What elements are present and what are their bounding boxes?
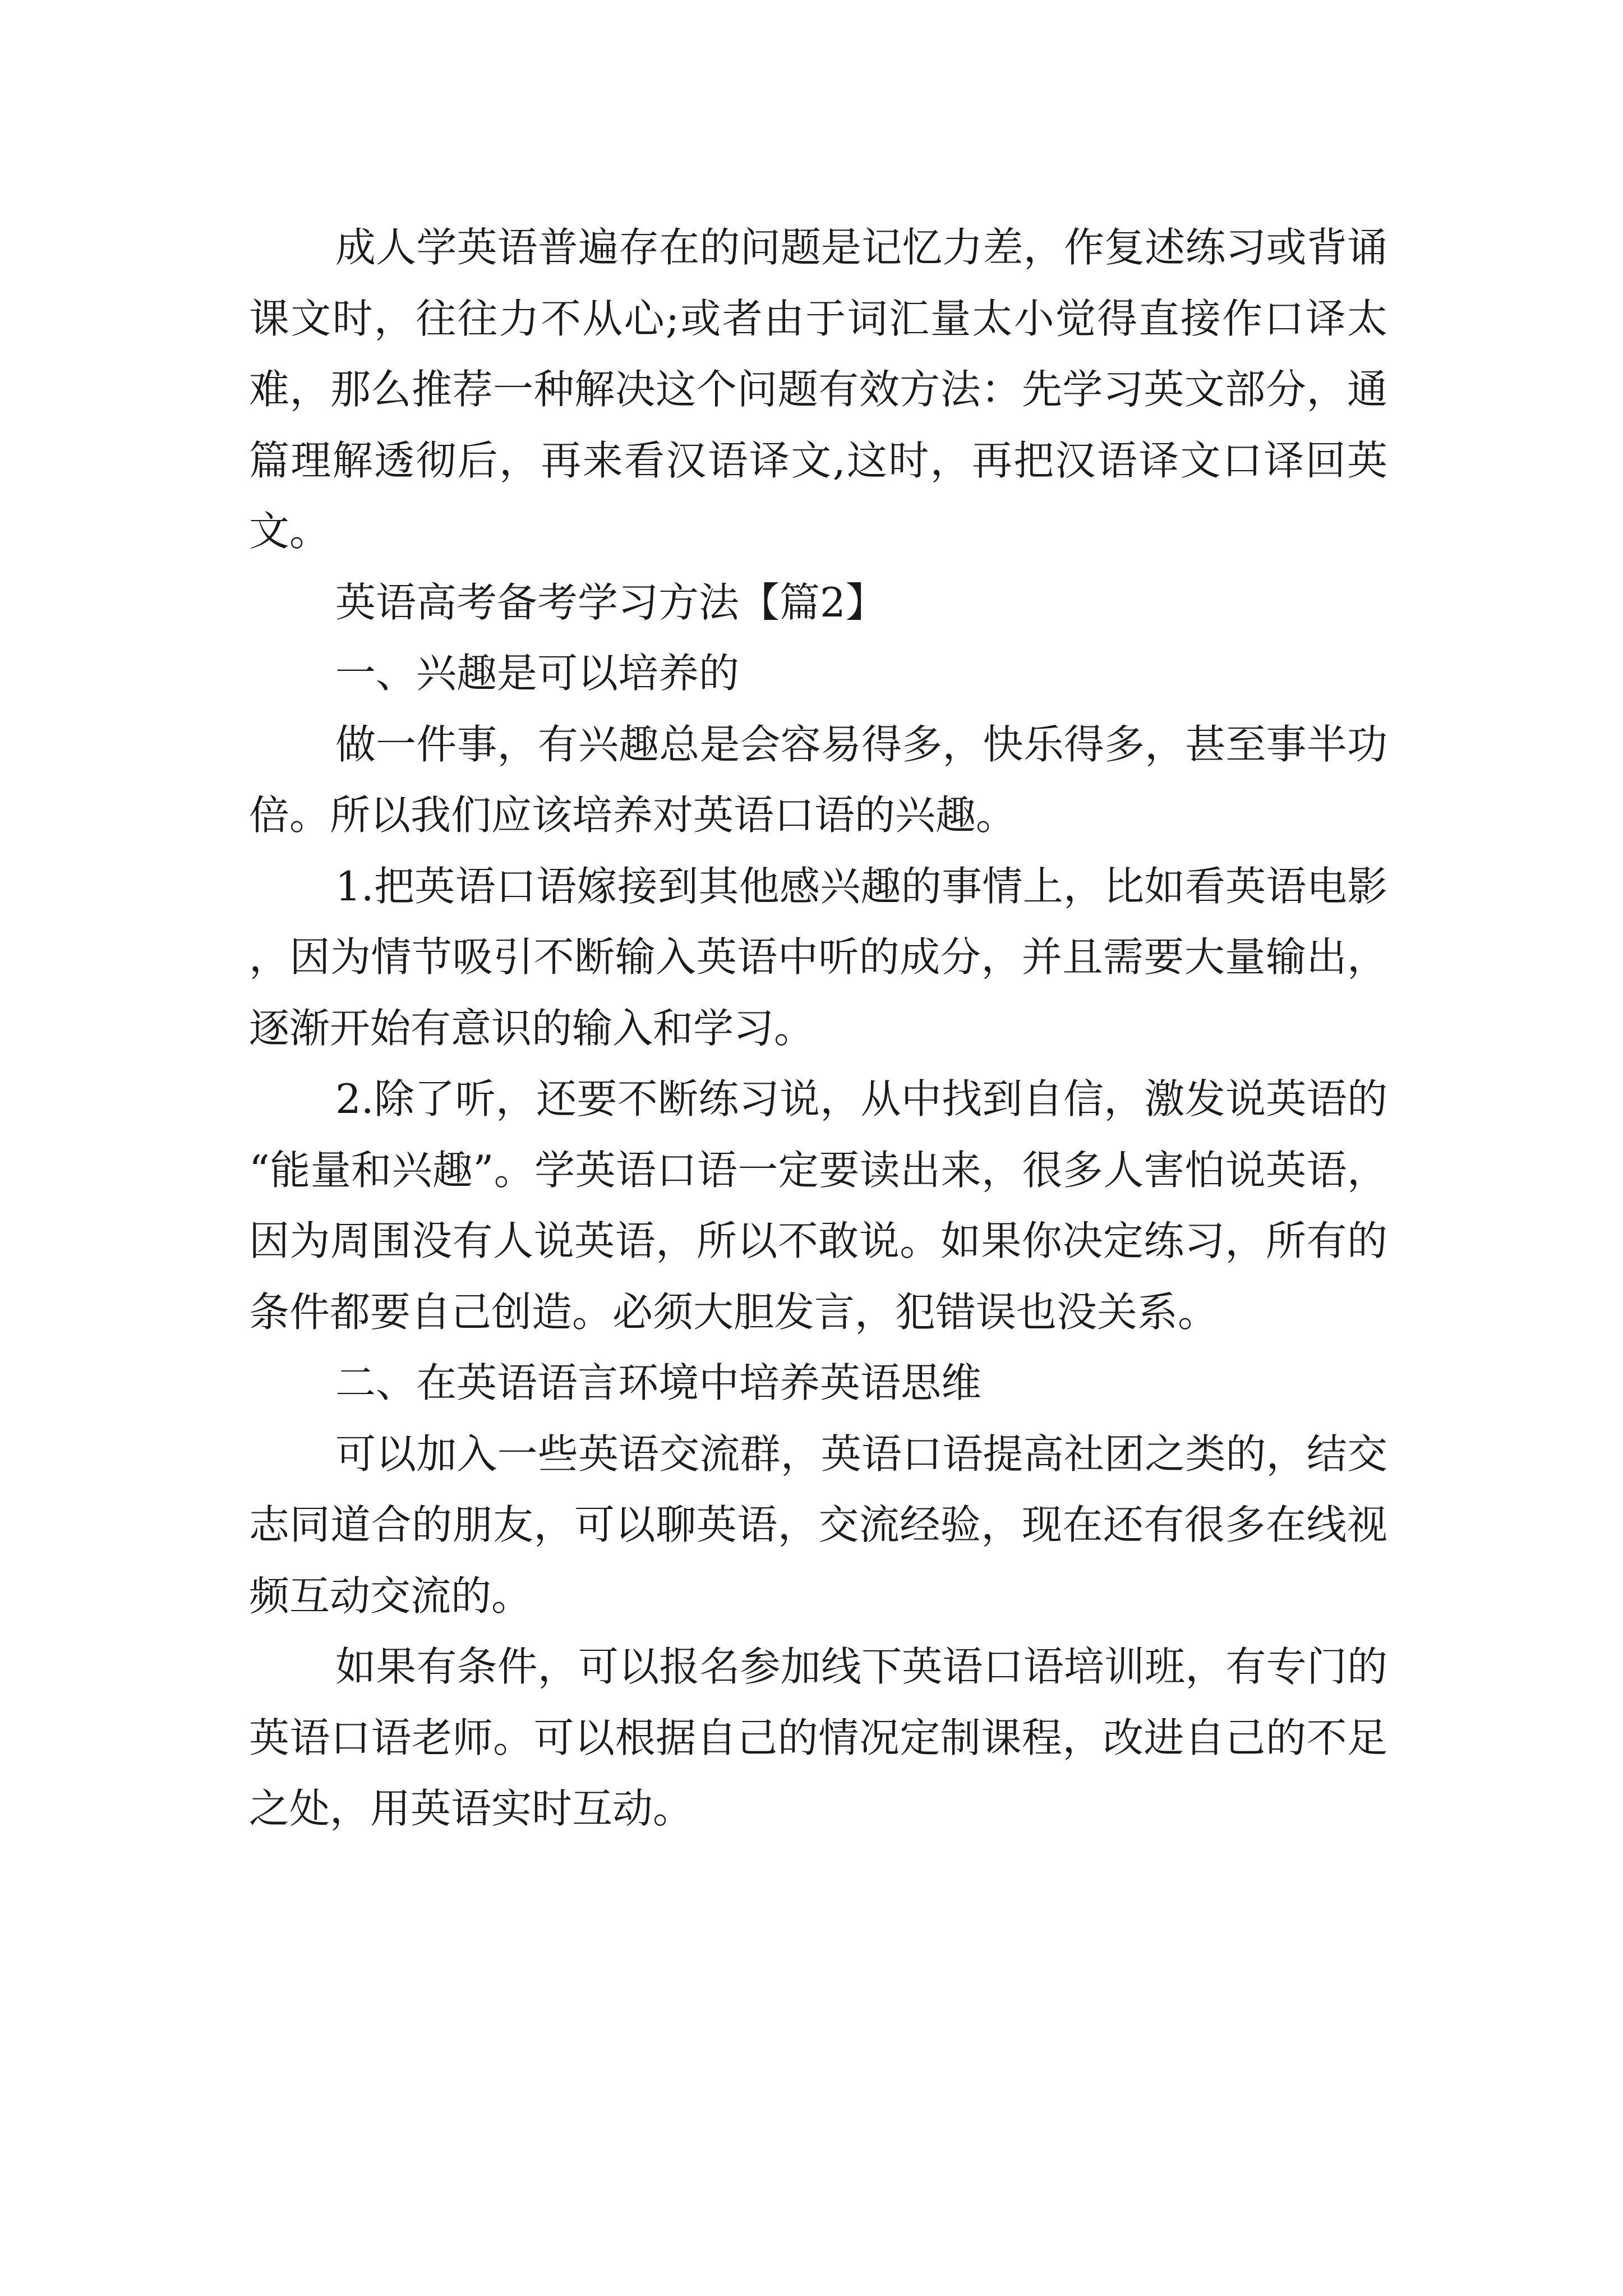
paragraph-point-2: 2.除了听，还要不断练习说，从中找到自信，激发说英语的“能量和兴趣”。学英语口语一定要读出来，很多人害怕说英语，因为周围没有人说英语，所以不敢说。如果你决定练习，所有的条件都要自己创造。必须大胆发言，犯错误也没关系。 [249, 1075, 1387, 1336]
paragraph-memory-tip: 成人学英语普遍存在的问题是记忆力差，作复述练习或背诵课文时，往往力不从心;或者由于词汇量太小觉得直接作口译太难，那么推荐一种解决这个问题有效方法：先学习英文部分，通篇理解透彻后，再来看汉语译文,这时，再把汉语译文口译回英文。 [249, 224, 1387, 555]
paragraph-point-1: 1.把英语口语嫁接到其他感兴趣的事情上，比如看英语电影，因为情节吸引不断输入英语中听的成分，并且需要大量输出，逐渐开始有意识的输入和学习。 [249, 862, 1387, 1052]
subheading-environment: 二、在英语语言环境中培养英语思维 [335, 1359, 982, 1406]
paragraph-groups: 可以加入一些英语交流群，英语口语提高社团之类的，结交志同道合的朋友，可以聊英语，交流经验，现在还有很多在线视频互动交流的。 [249, 1430, 1387, 1619]
section-title: 英语高考备考学习方法【篇2】 [335, 578, 886, 626]
document-body [249, 212, 1387, 1844]
paragraph-interest-intro: 做一件事，有兴趣总是会容易得多，快乐得多，甚至事半功倍。所以我们应该培养对英语口语的兴趣。 [249, 720, 1387, 839]
subheading-interest: 一、兴趣是可以培养的 [335, 650, 740, 697]
paragraph-classes: 如果有条件，可以报名参加线下英语口语培训班，有专门的英语口语老师。可以根据自己的情况定制课程，改进自己的不足之处，用英语实时互动。 [249, 1643, 1387, 1832]
